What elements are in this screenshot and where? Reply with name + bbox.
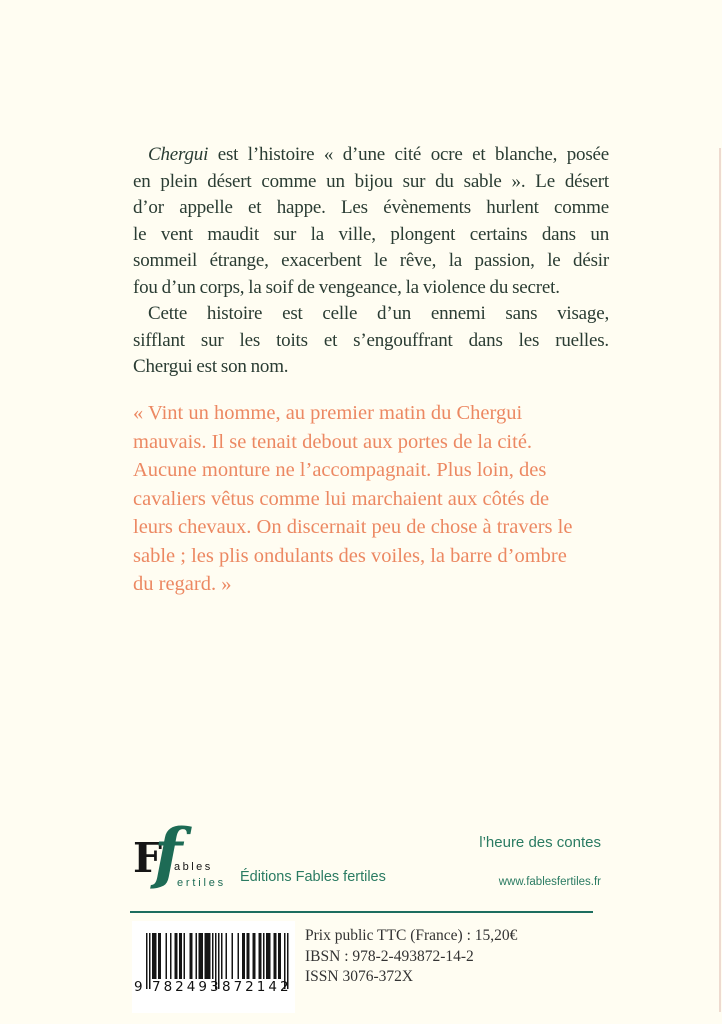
synopsis-line: d’or appelle et happe. Les évènements hurlent comme bbox=[133, 197, 609, 218]
logo-word-ables: ables bbox=[174, 861, 213, 873]
quote-line: « Vint un homme, au premier matin du Chergui bbox=[133, 402, 523, 424]
sales-info bbox=[305, 926, 517, 988]
publisher-website: www.fablesfertiles.fr bbox=[498, 876, 601, 888]
barcode bbox=[132, 921, 295, 1013]
quote-line: mauvais. Il se tenait debout aux portes de la cité. bbox=[133, 430, 533, 453]
quote-line: leurs chevaux. On discernait peu de chose à travers le bbox=[133, 516, 573, 538]
synopsis-text: est l’histoire « d’une cité ocre et blanche, posée bbox=[208, 144, 609, 165]
quote-line: cavaliers vêtus comme lui marchaient aux côtés de bbox=[133, 487, 550, 510]
quote-line: Aucune monture ne l’accompagnait. Plus loin, des bbox=[133, 459, 547, 481]
synopsis-line: le vent maudit sur la ville, plongent certains dans un bbox=[133, 223, 609, 245]
price-line: Prix public TTC (France) : 15,20€ bbox=[305, 927, 518, 944]
synopsis bbox=[133, 142, 609, 381]
barcode-digit-group: 872142 bbox=[222, 979, 292, 995]
logo-letter-F: F bbox=[133, 834, 163, 882]
issn-line: ISSN 3076-372X bbox=[305, 968, 414, 985]
synopsis-line: fou d’un corps, la soif de vengeance, la violence du secret. bbox=[133, 276, 560, 298]
logo-word-ertiles: ertiles bbox=[177, 877, 226, 889]
collection-name: l’heure des contes bbox=[479, 834, 601, 851]
quote-line: du regard. » bbox=[133, 573, 232, 595]
synopsis-line: Cette histoire est celle d’un ennemi sans visage, bbox=[148, 303, 609, 324]
divider-rule bbox=[130, 911, 593, 913]
barcode-digit-group: 9 bbox=[134, 979, 143, 995]
synopsis-line: en plein désert comme un bijou sur du sable ». Le désert bbox=[133, 170, 609, 192]
synopsis-line: sifflant sur les toits et s’engouffrant dans les ruelles. bbox=[133, 329, 609, 351]
logo-letter-f: f bbox=[154, 814, 183, 892]
synopsis-line: Chergui est son nom. bbox=[133, 356, 289, 377]
publisher-logo bbox=[133, 814, 238, 908]
quote-line: sable ; les plis ondulants des voiles, la barre d’ombre bbox=[133, 544, 567, 567]
barcode-digit-group: 782493 bbox=[152, 979, 222, 995]
isbn-line: IBSN : 978-2-493872-14-2 bbox=[305, 947, 474, 965]
excerpt-quote bbox=[133, 399, 615, 599]
publisher-imprint: Éditions Fables fertiles bbox=[240, 869, 386, 885]
synopsis-line bbox=[133, 142, 609, 169]
page-edge-shadow bbox=[719, 148, 721, 1012]
synopsis-line: sommeil étrange, exacerbent le rêve, la passion, le désir bbox=[133, 250, 609, 271]
book-title: Chergui bbox=[148, 144, 209, 165]
